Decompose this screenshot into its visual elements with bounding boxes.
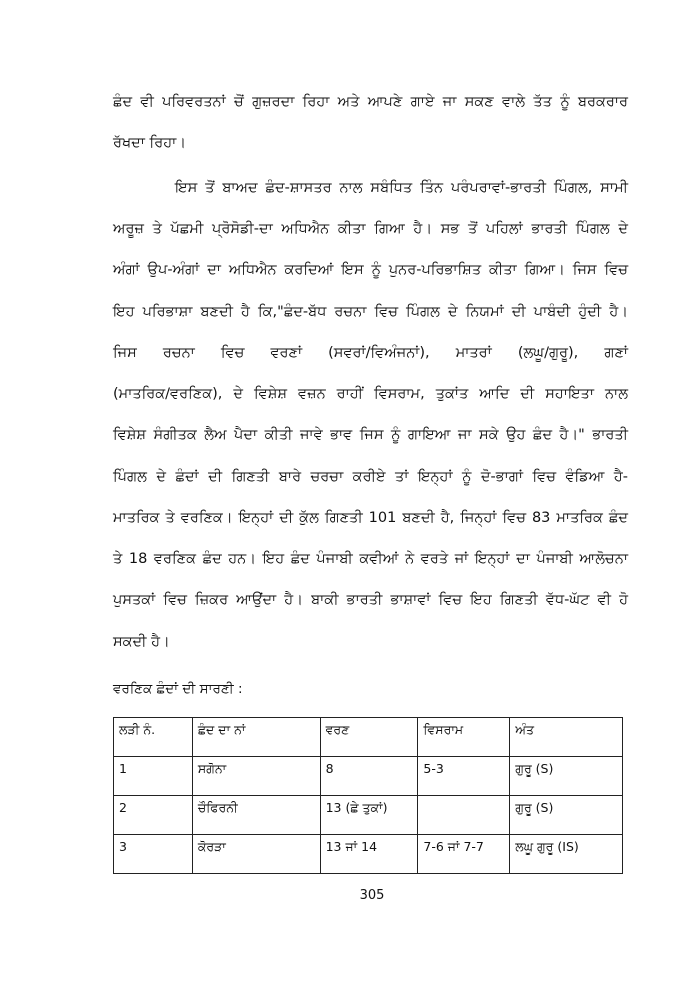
text-line: ਛੰਦ ਵੀ ਪਰਿਵਰਤਨਾਂ ਚੋਂ ਗੁਜ਼ਰਦਾ ਰਿਹਾ ਅਤੇ ਆਪਣੇ ਗਾਏ ਜਾ ਸਕਣ ਵਾਲੇ ਤੱਤ ਨੂੰ ਬਰਕਰਾਰ	[113, 94, 628, 110]
varnik-chhand-table	[113, 717, 623, 874]
header-cell: ਵਿਸਰਾਮ	[418, 718, 510, 757]
table-cell	[418, 796, 510, 835]
table-cell: ਗੁਰੂ (S)	[510, 796, 623, 835]
table-cell: ਚੌਫਿਰਨੀ	[192, 796, 320, 835]
text-line: ਜਿਸ ਰਚਨਾ ਵਿਚ ਵਰਣਾਂ (ਸਵਰਾਂ/ਵਿਅੰਜਨਾਂ), ਮਾਤਰਾਂ (ਲਘੂ/ਗੁਰੂ), ਗਣਾਂ	[113, 345, 628, 361]
table-row	[114, 757, 623, 796]
text-line: ਸਕਦੀ ਹੈ।	[113, 634, 170, 650]
table-cell: 13 ਜਾਂ 14	[320, 835, 418, 874]
text-line: ਰੱਖਦਾ ਰਿਹਾ।	[113, 135, 187, 151]
header-cell: ਵਰਣ	[320, 718, 418, 757]
text-line: ਪਿੰਗਲ ਦੇ ਛੰਦਾਂ ਦੀ ਗਿਣਤੀ ਬਾਰੇ ਚਰਚਾ ਕਰੀਏ ਤਾਂ ਇਨ੍ਹਾਂ ਨੂੰ ਦੋ-ਭਾਗਾਂ ਵਿਚ ਵੰਡਿਆ ਹੈ-	[113, 469, 628, 485]
table-cell: 1	[114, 757, 193, 796]
header-cell: ਅੰਤ	[510, 718, 623, 757]
text-line: ਇਹ ਪਰਿਭਾਸ਼ਾ ਬਣਦੀ ਹੈ ਕਿ,"ਛੰਦ-ਬੱਧ ਰਚਨਾ ਵਿਚ ਪਿੰਗਲ ਦੇ ਨਿਯਮਾਂ ਦੀ ਪਾਬੰਦੀ ਹੁੰਦੀ ਹੈ।	[113, 304, 628, 320]
table-cell: ਗੁਰੂ (S)	[510, 757, 623, 796]
text-line: ਇਸ ਤੋਂ ਬਾਅਦ ਛੰਦ-ਸ਼ਾਸਤਰ ਨਾਲ ਸਬੰਧਿਤ ਤਿੰਨ ਪਰੰਪਰਾਵਾਂ-ਭਾਰਤੀ ਪਿੰਗਲ, ਸਾਮੀ	[175, 180, 628, 196]
text-line: (ਮਾਤਰਿਕ/ਵਰਣਿਕ), ਦੇ ਵਿਸ਼ੇਸ਼ ਵਜ਼ਨ ਰਾਹੀਂ ਵਿਸਰਾਮ, ਤੁਕਾਂਤ ਆਦਿ ਦੀ ਸਹਾਇਤਾ ਨਾਲ	[113, 386, 628, 402]
table-row	[114, 796, 623, 835]
text-line: ਵਿਸ਼ੇਸ਼ ਸੰਗੀਤਕ ਲੈਅ ਪੈਦਾ ਕੀਤੀ ਜਾਵੇ ਭਾਵ ਜਿਸ ਨੂੰ ਗਾਇਆ ਜਾ ਸਕੇ ਉਹ ਛੰਦ ਹੈ।" ਭਾਰਤੀ	[113, 427, 628, 443]
table-caption: ਵਰਣਿਕ ਛੰਦਾਂ ਦੀ ਸਾਰਣੀ :	[113, 681, 243, 697]
text-line: ਅੰਗਾਂ ਉਪ-ਅੰਗਾਂ ਦਾ ਅਧਿਐਨ ਕਰਦਿਆਂ ਇਸ ਨੂੰ ਪੁਨਰ-ਪਰਿਭਾਸ਼ਿਤ ਕੀਤਾ ਗਿਆ। ਜਿਸ ਵਿਚ	[113, 262, 628, 278]
table-header-row	[114, 718, 623, 757]
header-cell: ਲੜੀ ਨੰ.	[114, 718, 193, 757]
table-cell: 8	[320, 757, 418, 796]
table-cell: ਸਗੋਨਾ	[192, 757, 320, 796]
table-row	[114, 835, 623, 874]
table-cell: 2	[114, 796, 193, 835]
table-cell: 5-3	[418, 757, 510, 796]
text-line: ਤੇ 18 ਵਰਣਿਕ ਛੰਦ ਹਨ। ਇਹ ਛੰਦ ਪੰਜਾਬੀ ਕਵੀਆਂ ਨੇ ਵਰਤੇ ਜਾਂ ਇਨ੍ਹਾਂ ਦਾ ਪੰਜਾਬੀ ਆਲੋਚਨਾ	[113, 551, 628, 567]
table-cell: 13 (ਛੇ ਤੁਕਾਂ)	[320, 796, 418, 835]
page-number: 305	[359, 888, 385, 903]
table-cell: 3	[114, 835, 193, 874]
table-cell: ਲਘੂ ਗੁਰੂ (IS)	[510, 835, 623, 874]
table-cell: 7-6 ਜਾਂ 7-7	[418, 835, 510, 874]
text-line: ਮਾਤਰਿਕ ਤੇ ਵਰਣਿਕ। ਇਨ੍ਹਾਂ ਦੀ ਕੁੱਲ ਗਿਣਤੀ 101 ਬਣਦੀ ਹੈ, ਜਿਨ੍ਹਾਂ ਵਿਚ 83 ਮਾਤਰਿਕ ਛੰਦ	[113, 510, 628, 526]
header-cell: ਛੰਦ ਦਾ ਨਾਂ	[192, 718, 320, 757]
text-line: ਅਰੂਜ਼ ਤੇ ਪੱਛਮੀ ਪ੍ਰੋਸੋਡੀ-ਦਾ ਅਧਿਐਨ ਕੀਤਾ ਗਿਆ ਹੈ। ਸਭ ਤੋਂ ਪਹਿਲਾਂ ਭਾਰਤੀ ਪਿੰਗਲ ਦੇ	[113, 221, 628, 237]
table-cell: ਕੋਰੜਾ	[192, 835, 320, 874]
text-line: ਪੁਸਤਕਾਂ ਵਿਚ ਜ਼ਿਕਰ ਆਉਂਦਾ ਹੈ। ਬਾਕੀ ਭਾਰਤੀ ਭਾਸ਼ਾਵਾਂ ਵਿਚ ਇਹ ਗਿਣਤੀ ਵੱਧ-ਘੱਟ ਵੀ ਹੋ	[113, 592, 628, 608]
